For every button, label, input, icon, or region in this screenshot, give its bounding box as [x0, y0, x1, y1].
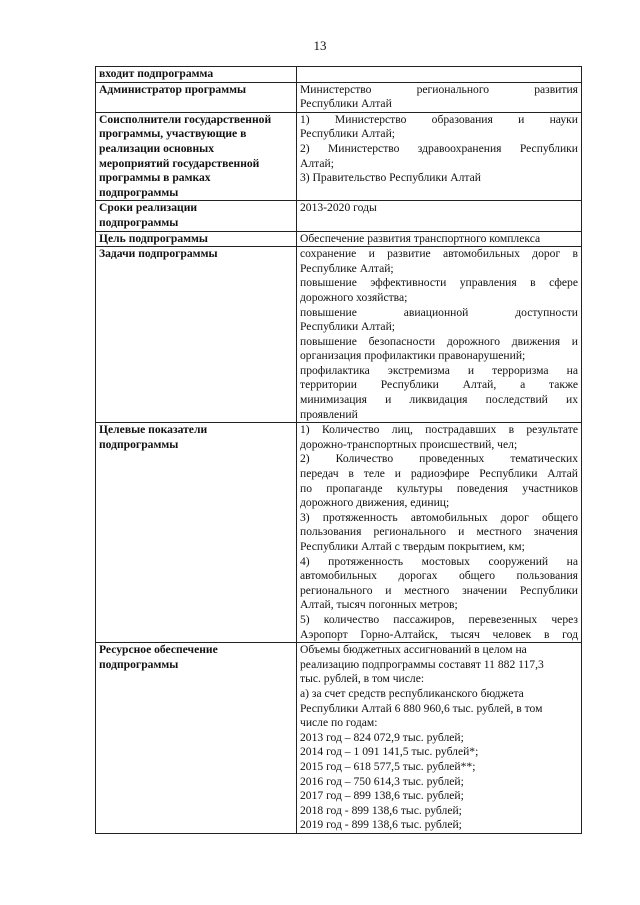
row-value-line: 2015 год – 618 577,5 тыс. рублей**; — [300, 759, 476, 773]
row-label-line: входит подпрограмма — [99, 67, 214, 80]
row-value-line: 4) протяженность мостовых сооружений на — [300, 554, 578, 568]
row-value-line: по пропаганде культуры поведения участников — [300, 481, 578, 495]
passport-row — [96, 201, 582, 231]
row-value-line: 2013-2020 годы — [300, 201, 377, 215]
row-value-line: Республике Алтай; — [300, 261, 394, 275]
row-value-line: дорожно-транспортных происшествий, чел; — [300, 437, 518, 451]
row-value-line: тыс. рублей, в том числе: — [300, 672, 425, 686]
row-label-line: подпрограммы — [99, 185, 179, 199]
row-value-line: Алтай, тысяч погонных метров; — [300, 598, 458, 612]
row-value-line: а) за счет средств республиканского бюджета — [300, 686, 524, 700]
row-label-line: Соисполнители государственной — [99, 112, 272, 126]
row-value-line: автомобильных дорогах общего пользования — [300, 569, 578, 583]
row-label-cell — [96, 643, 297, 834]
row-value-cell — [297, 247, 582, 423]
row-value-line: Аэропорт Горно-Алтайск, тысяч человек в год — [300, 627, 578, 641]
row-label-line: подпрограммы — [99, 215, 179, 229]
row-label-line: реализации основных — [99, 141, 214, 155]
row-value-line: числе по годам: — [300, 716, 378, 730]
row-value-line: 2014 год – 1 091 141,5 тыс. рублей*; — [300, 745, 479, 759]
row-value-cell — [297, 643, 582, 834]
row-label-line: Задачи подпрограммы — [99, 247, 218, 261]
passport-row — [96, 643, 582, 834]
row-value-line: 2019 год - 899 138,6 тыс. рублей; — [300, 818, 462, 832]
row-value-line: регионального и местного значении Республики — [300, 583, 578, 597]
row-value-line: Министерство регионального развития — [300, 82, 578, 96]
row-label-cell — [96, 231, 297, 247]
passport-row — [96, 247, 582, 423]
row-label-cell — [96, 82, 297, 112]
row-value-line: территории Республики Алтай, а также — [300, 378, 578, 392]
row-value-line: сохранение и развитие автомобильных дорог в — [300, 247, 578, 261]
row-value-line: минимизация и ликвидация последствий их — [300, 393, 578, 407]
subprogram-passport-table — [95, 66, 582, 834]
row-label-line: Ресурсное обеспечение — [99, 643, 218, 657]
row-value-line: дорожного движения, единиц; — [300, 496, 450, 510]
row-value-line: Республики Алтай; — [300, 320, 395, 334]
row-label-cell — [96, 67, 297, 83]
row-value-line: Республики Алтай — [300, 97, 392, 111]
row-value-cell — [297, 231, 582, 247]
passport-row — [96, 67, 582, 83]
row-label-line: Сроки реализации — [99, 201, 198, 215]
passport-row — [96, 82, 582, 112]
row-label-line: подпрограммы — [99, 437, 179, 451]
row-label-cell — [96, 201, 297, 231]
row-label-line: подпрограммы — [99, 657, 179, 671]
row-value-line: Объемы бюджетных ассигнований в целом на — [300, 643, 527, 657]
row-value-line: пользования регионального и местного значения — [300, 525, 578, 539]
row-label-cell — [96, 112, 297, 201]
row-value-line: 2017 год – 899 138,6 тыс. рублей; — [300, 789, 464, 803]
row-value-cell — [297, 423, 582, 643]
row-value-cell — [297, 201, 582, 231]
row-value-line: 1) Количество лиц, пострадавших в результате — [300, 423, 578, 437]
passport-row — [96, 423, 582, 643]
row-value-line: Обеспечение развития транспортного комплекса — [300, 231, 541, 245]
row-value-line: Республики Алтай 6 880 960,6 тыс. рублей, в том — [300, 701, 543, 715]
row-label-line: программы, участвующие в — [99, 127, 247, 141]
row-value-line: Алтай; — [300, 156, 334, 170]
row-value-line: 2013 год – 824 072,9 тыс. рублей; — [300, 730, 464, 744]
row-value-line: повышение безопасности дорожного движения и — [300, 334, 578, 348]
passport-table-body — [96, 67, 582, 834]
row-label-line: Администратор программы — [99, 82, 247, 96]
row-label-cell — [96, 423, 297, 643]
row-value-line: Республики Алтай; — [300, 127, 395, 141]
row-value-cell — [297, 67, 582, 83]
row-value-line: Республики Алтай с твердым покрытием, км; — [300, 540, 525, 553]
row-label-line: мероприятий государственной — [99, 156, 260, 170]
row-value-line: дорожного хозяйства; — [300, 290, 408, 304]
row-value-cell — [297, 112, 582, 201]
row-value-line: 3) Правительство Республики Алтай — [300, 171, 481, 185]
row-label-cell — [96, 247, 297, 423]
row-label-line: Цель подпрограммы — [99, 231, 208, 245]
row-label-line: Целевые показатели — [99, 423, 208, 437]
row-value-line: 3) протяженность автомобильных дорог общего — [300, 510, 578, 524]
row-value-line: 2) Министерство здравоохранения Республики — [300, 141, 578, 155]
page-number: 13 — [313, 38, 327, 53]
row-value-line: проявлений — [300, 407, 358, 421]
passport-row — [96, 231, 582, 247]
row-value-cell — [297, 82, 582, 112]
row-value-line: 2) Количество проведенных тематических — [300, 452, 578, 466]
row-value-line: 1) Министерство образования и науки — [300, 112, 578, 126]
row-value-line: повышение эффективности управления в сфере — [300, 276, 578, 290]
row-value-line: 2016 год – 750 614,3 тыс. рублей; — [300, 774, 464, 788]
row-value-line: передач в теле и радиоэфире Республики Алтай — [300, 467, 578, 481]
row-value-line: 2018 год - 899 138,6 тыс. рублей; — [300, 803, 462, 817]
row-value-line: повышение авиационной доступности — [300, 305, 578, 319]
row-value-line: 5) количество пассажиров, перевезенных через — [300, 612, 578, 626]
row-value-line: реализацию подпрограммы составят 11 882 117,3 — [300, 657, 544, 671]
row-value-line: организация профилактики правонарушений; — [300, 349, 526, 363]
row-label-line: программы в рамках — [99, 171, 211, 185]
passport-row — [96, 112, 582, 201]
row-value-line: профилактика экстремизма и терроризма на — [300, 363, 578, 377]
